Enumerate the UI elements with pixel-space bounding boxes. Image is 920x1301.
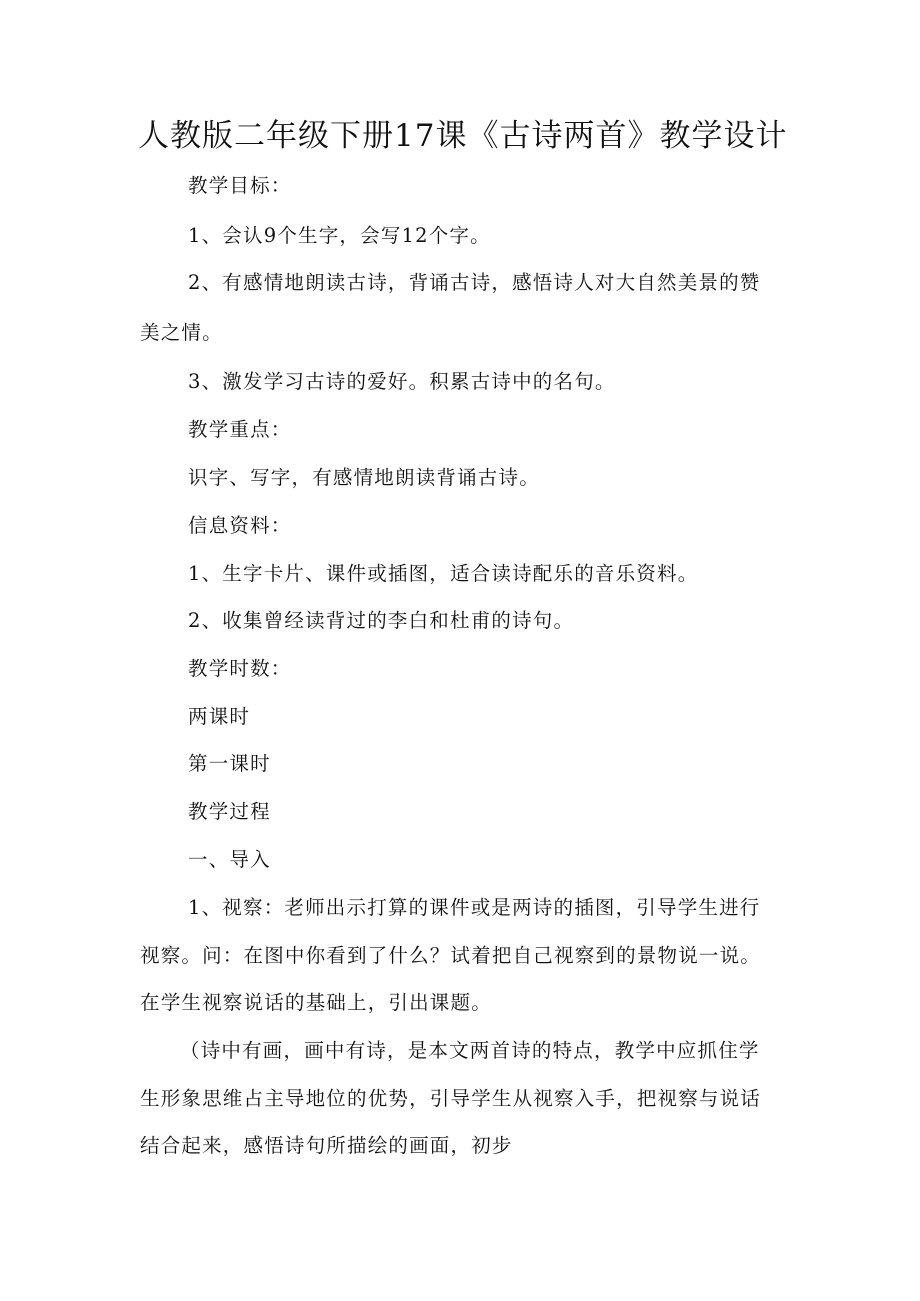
note-paragraph-line-1: （诗中有画，画中有诗，是本文两首诗的特点，教学中应抓住学: [180, 1039, 760, 1062]
note-paragraph-line-2: 生形象思维占主导地位的优势，引导学生从视察入手，把视察与说话: [140, 1087, 762, 1110]
class-hours-text: 两课时: [188, 705, 251, 728]
goal-item-3: 3、激发学习古诗的爱好。积累古诗中的名句。: [188, 370, 616, 393]
heading-key-points: 教学重点：: [188, 418, 292, 441]
goal-item-1: 1、会认9个生字，会写12个字。: [188, 224, 491, 247]
heading-class-hours: 教学时数：: [188, 657, 292, 680]
process-item-1-line-2: 视察。问：在图中你看到了什么？试着把自己视察到的景物说一说。: [140, 944, 762, 967]
goal-item-2: 2、有感情地朗读古诗，背诵古诗，感悟诗人对大自然美景的赞: [188, 271, 761, 294]
note-paragraph-line-3: 结合起来，感悟诗句所描绘的画面，初步: [140, 1134, 513, 1157]
heading-teaching-goals: 教学目标：: [188, 174, 292, 197]
material-item-2: 2、收集曾经读背过的李白和杜甫的诗句。: [188, 609, 575, 632]
material-item-1: 1、生字卡片、课件或插图，适合读诗配乐的音乐资料。: [188, 562, 699, 585]
process-item-1-line-3: 在学生视察说话的基础上，引出课题。: [140, 991, 492, 1014]
heading-materials: 信息资料：: [188, 514, 292, 537]
goal-item-2-continued: 美之情。: [140, 321, 223, 344]
key-points-text: 识字、写字，有感情地朗读背诵古诗。: [188, 466, 540, 489]
section-introduction: 一、导入: [188, 848, 271, 871]
process-item-1: 1、视察：老师出示打算的课件或是两诗的插图，引导学生进行: [188, 896, 761, 919]
heading-teaching-process: 教学过程: [188, 800, 271, 823]
document-title: 人教版二年级下册17课《古诗两首》教学设计: [138, 118, 788, 154]
heading-first-lesson: 第一课时: [188, 752, 271, 775]
